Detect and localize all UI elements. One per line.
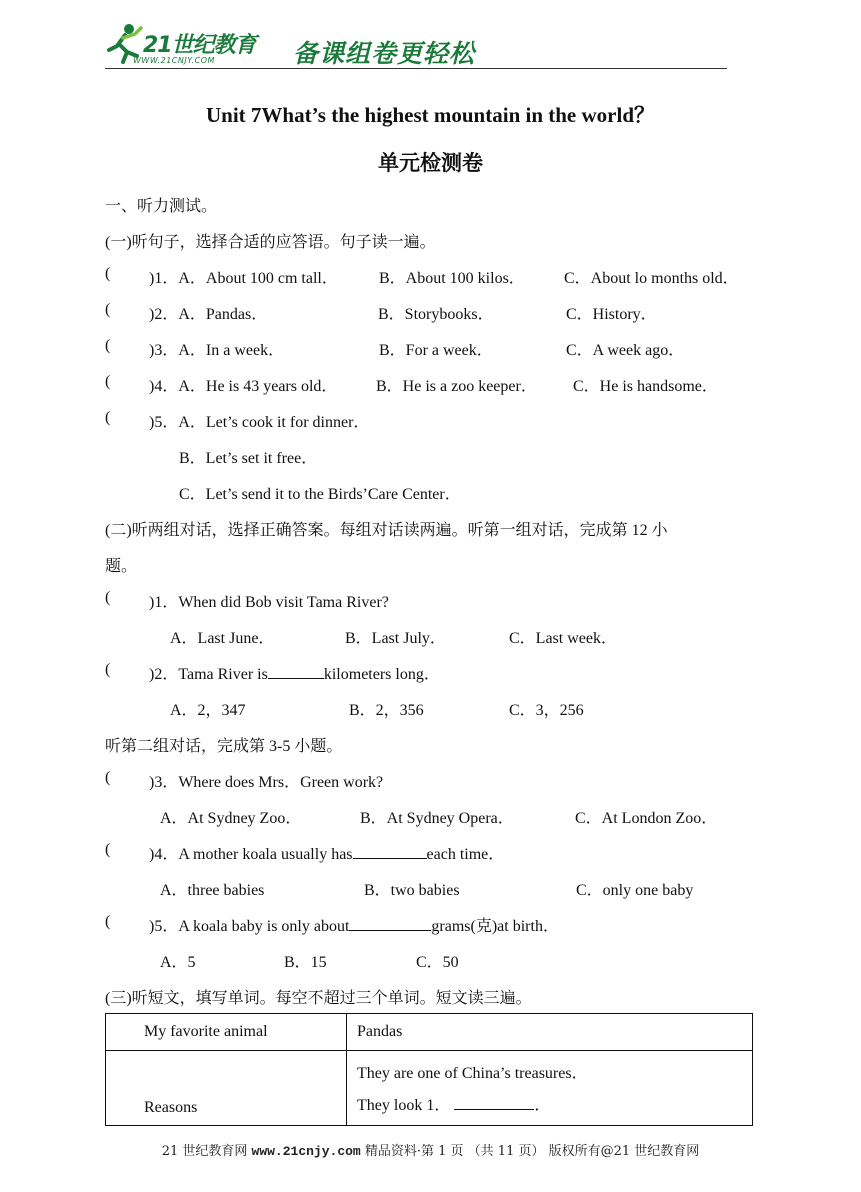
item-option-b: B．He is a zoo keeper．	[376, 378, 537, 395]
option-b: B．2，356	[349, 702, 424, 719]
question-text-end: grams(克)at birth．	[431, 918, 559, 935]
item-option-c: C．History．	[566, 306, 657, 323]
option-c: C．At London Zoo．	[575, 810, 718, 827]
question-text: )3．Where does Mrs．Green work?	[149, 774, 384, 791]
item-option-a: )2．A．Pandas．	[149, 306, 268, 323]
fill-blank[interactable]	[454, 1095, 534, 1110]
question-text: )4．A mother koala usually has	[149, 846, 353, 863]
item-option-c: C．A week ago．	[566, 342, 685, 359]
option-c: C．Last week．	[509, 630, 617, 647]
header-divider	[105, 68, 727, 69]
answer-paren: (	[105, 337, 111, 354]
question-text: )5．A koala baby is only about	[149, 918, 350, 935]
item-option-b: B．For a week．	[379, 342, 493, 359]
option-c: C．3，256	[509, 702, 584, 719]
header-slogan: 备课组卷更轻松	[293, 39, 476, 68]
item-option-c: C．He is handsome．	[573, 378, 718, 395]
answer-paren: (	[105, 265, 111, 282]
table-row	[106, 1051, 753, 1126]
answer-paren: (	[105, 913, 111, 930]
fill-blank[interactable]	[353, 844, 427, 859]
option-a: A．2，347	[170, 702, 246, 719]
item-option-b: B．Let’s set it free．	[179, 450, 318, 467]
question-text-end: kilometers long．	[323, 666, 440, 683]
fill-in-table	[105, 1013, 753, 1126]
footer-site: 21 世纪教育网	[161, 1144, 248, 1159]
logo-text: 21世纪教育	[143, 33, 256, 58]
item-option-a: )3．A．In a week．	[149, 342, 285, 359]
part1-heading: (一)听句子，选择合适的应答语。句子读一遍。	[105, 234, 436, 251]
part2-heading-cont: 题。	[105, 558, 138, 575]
item-option-a: )4．A．He is 43 years old．	[149, 378, 338, 395]
footer-info: 精品资料·第 1 页 （共 11 页） 版权所有@21 世纪教育网	[364, 1144, 700, 1159]
page-header	[105, 22, 727, 72]
footer-url[interactable]: www.21cnjy.com	[251, 1144, 361, 1159]
section-heading: 一、听力测试。	[105, 198, 218, 215]
item-option-b: B．About 100 kilos．	[379, 270, 525, 287]
table-cell-value: Pandas	[357, 1023, 403, 1040]
table-cell-value: They are one of China’s treasures．	[357, 1065, 588, 1082]
question-text-end: each time．	[426, 846, 505, 863]
option-a: A．At Sydney Zoo．	[160, 810, 302, 827]
item-option-c: C．Let’s send it to the Birds’Care Center．	[179, 486, 461, 503]
option-a: A．Last June．	[170, 630, 275, 647]
fill-blank[interactable]	[349, 916, 431, 931]
page-title: Unit 7What’s the highest mountain in the world？	[205, 103, 656, 127]
answer-paren: (	[105, 373, 111, 390]
item-option-a: )5．A．Let’s cook it for dinner．	[149, 414, 370, 431]
option-b: B．15	[284, 954, 327, 971]
group2-heading: 听第二组对话，完成第 3-5 小题。	[105, 738, 343, 755]
option-c: C．50	[416, 954, 459, 971]
table-cell-label: Reasons	[144, 1099, 198, 1116]
option-c: C．only one baby	[576, 882, 694, 899]
table-row	[106, 1014, 753, 1051]
part2-heading: (二)听两组对话，选择正确答案。每组对话读两遍。听第一组对话，完成第 12 小	[105, 522, 668, 539]
option-a: A．three babies	[160, 882, 265, 899]
page-subtitle: 单元检测卷	[378, 151, 483, 175]
option-b: B．At Sydney Opera．	[360, 810, 514, 827]
page-footer	[0, 1140, 861, 1159]
punctuation: ．	[534, 1097, 551, 1114]
table-cell-value: They look 1．	[357, 1097, 451, 1114]
fill-blank[interactable]	[268, 664, 324, 679]
answer-paren: (	[105, 409, 111, 426]
part3-heading: (三)听短文，填写单词。每空不超过三个单词。短文读三遍。	[105, 990, 532, 1007]
item-option-a: )1．A．About 100 cm tall．	[149, 270, 338, 287]
item-option-c: C．About lo months old．	[564, 270, 739, 287]
logo-url: WWW.21CNJY.COM	[133, 56, 215, 65]
answer-paren: (	[105, 769, 111, 786]
answer-paren: (	[105, 841, 111, 858]
option-b: B．two babies	[364, 882, 460, 899]
option-a: A．5	[160, 954, 196, 971]
answer-paren: (	[105, 661, 111, 678]
item-option-b: B．Storybooks．	[378, 306, 494, 323]
question-text: )2．Tama River is	[149, 666, 268, 683]
table-cell-label: My favorite animal	[144, 1023, 268, 1040]
option-b: B．Last July．	[345, 630, 446, 647]
answer-paren: (	[105, 301, 111, 318]
question-text: )1．When did Bob visit Tama River?	[149, 594, 389, 611]
answer-paren: (	[105, 589, 111, 606]
